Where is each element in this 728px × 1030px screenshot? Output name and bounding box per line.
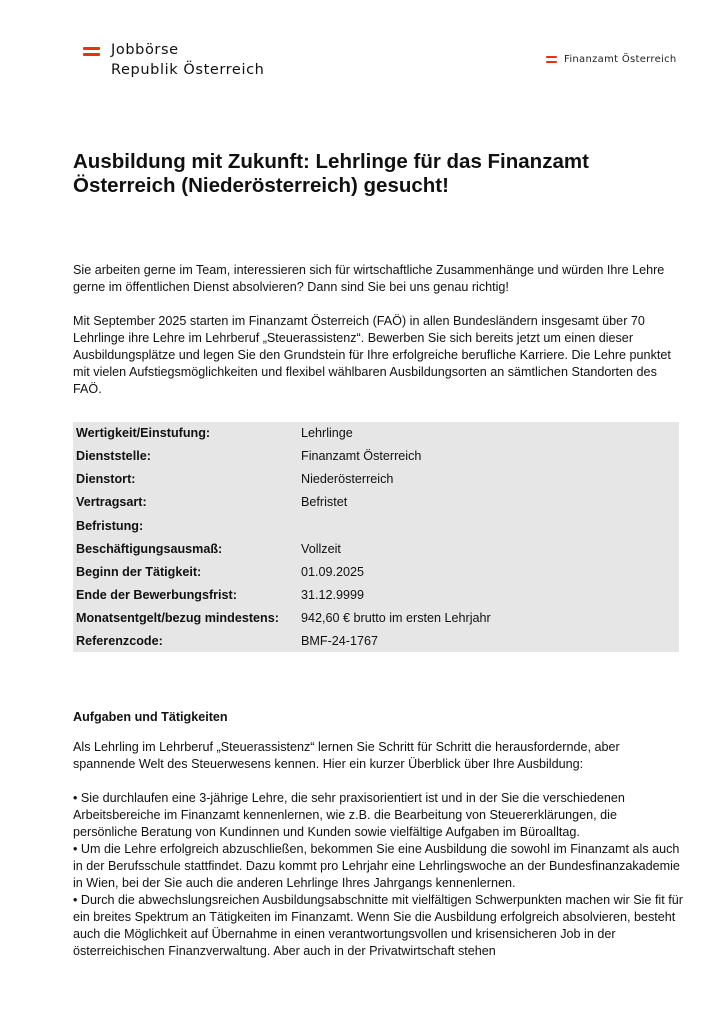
info-value: 01.09.2025	[301, 565, 365, 579]
task-list	[73, 790, 683, 960]
austria-flag-icon-small	[546, 56, 557, 64]
info-row	[73, 584, 679, 607]
brand-left-line1: Jobbörse	[111, 42, 179, 58]
info-value: 31.12.9999	[301, 588, 365, 602]
info-row	[73, 491, 679, 514]
job-info-table	[73, 422, 679, 652]
info-value: Lehrlinge	[301, 426, 353, 440]
list-item: • Um die Lehre erfolgreich abzuschließen, bekommen Sie eine Ausbildung die sowohl im Finanzamt als auch in der Berufsschule stattfindet. Dazu kommt pro Lehrjahr eine Lehrlingswoche an der Bundesfinanzakademie in Wien, bei der Sie auch die anderen Lehrlinge Ihres Jahrgangs kennenlernen.	[73, 842, 680, 890]
page-title: Ausbildung mit Zukunft: Lehrlinge für das Finanzamt Österreich (Niederösterreich) gesucht!	[73, 150, 589, 197]
brand-left-line2: Republik Österreich	[111, 62, 265, 78]
info-label: Monatsentgelt/bezug mindestens:	[76, 611, 279, 625]
austria-flag-icon	[83, 47, 100, 57]
info-value: Niederösterreich	[301, 472, 394, 486]
list-item: • Durch die abwechslungsreichen Ausbildungsabschnitte mit vielfältigen Schwerpunkten machen wir Sie fit für ein breites Spektrum an Tätigkeiten im Finanzamt. Wenn Sie die Ausbildung erfolgreich absolvieren, besteht auch die Möglichkeit auf Übernahme in einen verantwortungsvollen und krisensicheren Job in der österreichischen Finanzverwaltung. Aber auch in der Privatwirtschaft stehen	[73, 893, 683, 958]
info-row	[73, 630, 679, 653]
info-label: Vertragsart:	[76, 495, 147, 509]
info-label: Wertigkeit/Einstufung:	[76, 426, 211, 440]
info-label: Beginn der Tätigkeit:	[76, 565, 202, 579]
info-value: 942,60 € brutto im ersten Lehrjahr	[301, 611, 491, 625]
list-item: • Sie durchlaufen eine 3-jährige Lehre, die sehr praxisorientiert ist und in der Sie die verschiedenen Arbeitsbereiche im Finanzamt kennenlernen, wie z.B. die Bearbeitung von Steuererklärungen, die persönliche Beratung von Kundinnen und Kunden sowie vielfältige Aufgaben im Büroalltag.	[73, 791, 625, 839]
info-row	[73, 561, 679, 584]
info-row	[73, 538, 679, 561]
brand-right-text: Finanzamt Österreich	[564, 54, 677, 65]
description-paragraph: Mit September 2025 starten im Finanzamt Österreich (FAÖ) in allen Bundesländern insgesamt über 70 Lehrlinge ihre Lehre im Lehrberuf „Steuerassistenz“. Bewerben Sie sich bereits jetzt um einen dieser Ausbildungsplätze und legen Sie den Grundstein für Ihre erfolgreiche berufliche Karriere. Die Lehre punktet mit vielen Aufstiegsmöglichkeiten und flexibel wählbaren Ausbildungsorten an sämtlichen Standorten des FAÖ.	[73, 314, 671, 396]
info-label: Befristung:	[76, 519, 144, 533]
info-label: Ende der Bewerbungsfrist:	[76, 588, 237, 602]
info-label: Referenzcode:	[76, 634, 163, 648]
info-value: Finanzamt Österreich	[301, 449, 422, 463]
intro-paragraph: Sie arbeiten gerne im Team, interessieren sich für wirtschaftliche Zusammenhänge und würden Ihre Lehre gerne im öffentlichen Dienst absolvieren? Dann sind Sie bei uns genau richtig!	[73, 263, 665, 294]
info-row	[73, 422, 679, 445]
info-label: Beschäftigungsausmaß:	[76, 542, 223, 556]
info-row	[73, 445, 679, 468]
info-label: Dienststelle:	[76, 449, 151, 463]
section-intro: Als Lehrling im Lehrberuf „Steuerassistenz“ lernen Sie Schritt für Schritt die herausfordernde, aber spannende Welt des Steuerwesens kennen. Hier ein kurzer Überblick über Ihre Ausbildung:	[73, 740, 620, 771]
info-row	[73, 468, 679, 491]
info-row	[73, 607, 679, 630]
info-value: BMF-24-1767	[301, 634, 378, 648]
info-value: Befristet	[301, 495, 348, 509]
info-label: Dienstort:	[76, 472, 136, 486]
info-row	[73, 515, 679, 538]
info-value: Vollzeit	[301, 542, 341, 556]
section-heading: Aufgaben und Tätigkeiten	[73, 710, 228, 724]
